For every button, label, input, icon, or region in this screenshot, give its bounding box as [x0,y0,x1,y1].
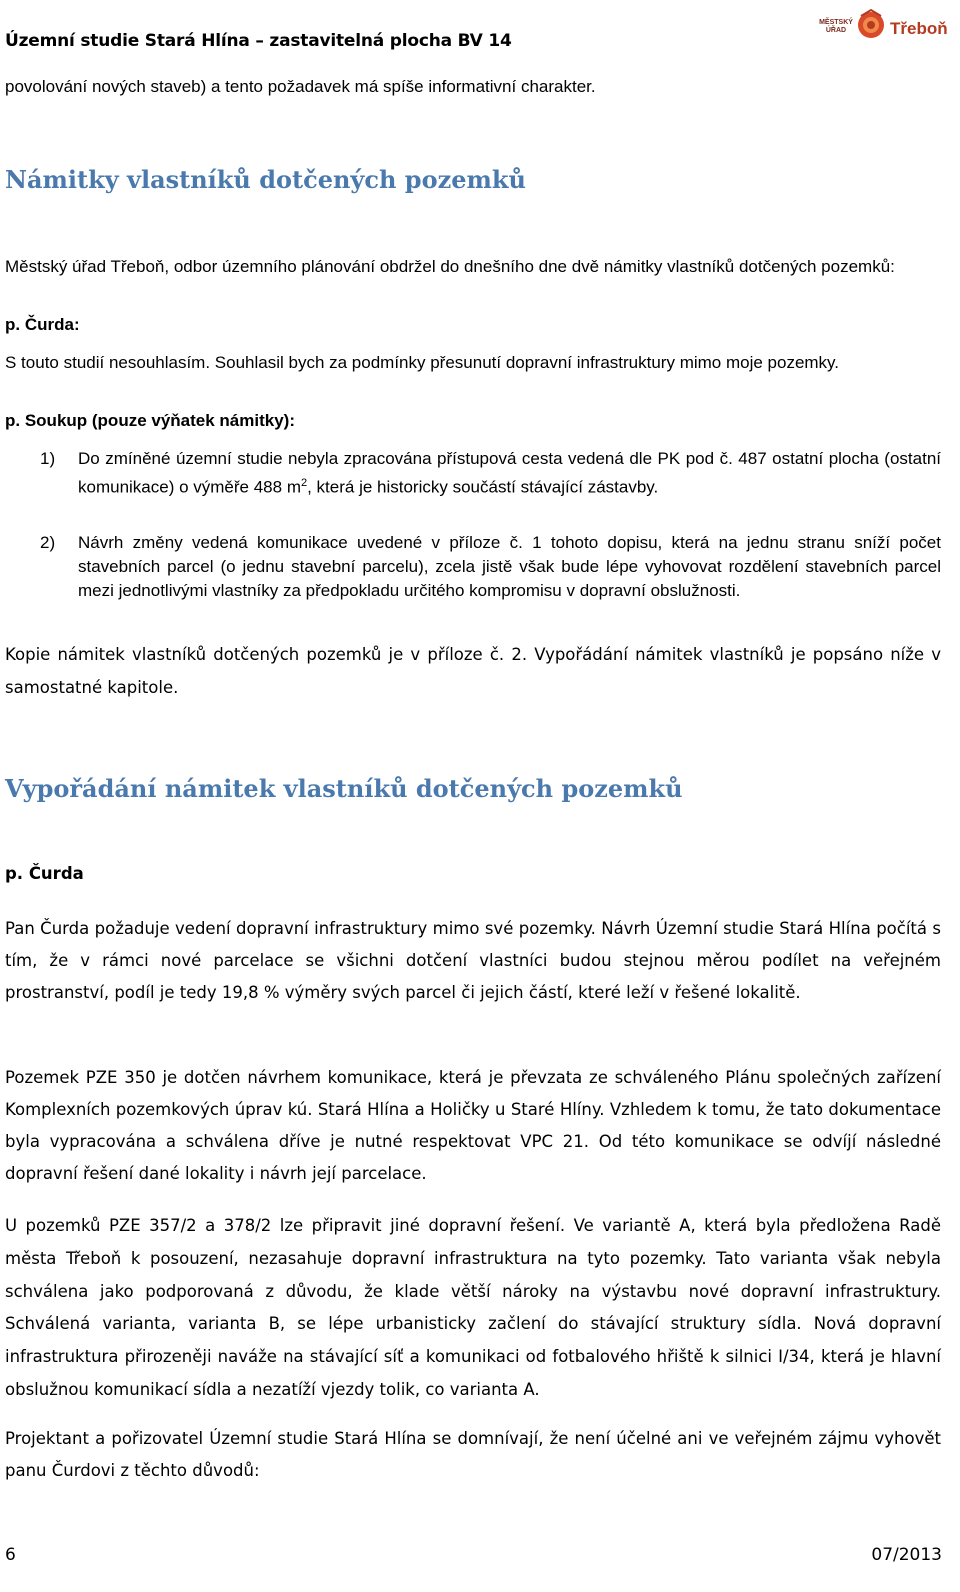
resolution-paragraph: Projektant a pořizovatel Územní studie Stará Hlína se domnívají, že není účelné ani ve veřejném zájmu vyhovět panu Čurdovi z těchto důvodů: [5,1429,941,1480]
objections-intro: Městský úřad Třeboň, odbor územního plánování obdržel do dnešního dne dvě námitky vlastníků dotčených pozemků: [5,257,895,276]
resolution-owner-curda: p. Čurda [5,864,84,883]
objection-item [40,531,941,603]
objections-copy-note: Kopie námitek vlastníků dotčených pozemků je v příloze č. 2. Vypořádání námitek vlastníků je popsáno níže v samostatné kapitole. [5,645,941,697]
objection-item-superscript: 2 [300,477,308,489]
page-number: 6 [5,1545,16,1565]
objection-item [40,447,941,500]
document-date: 07/2013 [871,1545,942,1565]
logo-town-name: Třeboň [890,19,948,38]
trebon-emblem-icon [855,8,887,42]
section-heading-resolution: Vypořádání námitek vlastníků dotčených pozemků [5,774,683,803]
section-heading-objections: Námitky vlastníků dotčených pozemků [5,165,526,194]
owner-soukup-label: p. Soukup (pouze výňatek námitky): [5,411,295,430]
objection-item-number: 2) [40,533,56,552]
logo-small-text: MĚSTSKÝ ÚŘAD [819,19,853,34]
resolution-paragraph: U pozemků PZE 357/2 a 378/2 lze připravit jiné dopravní řešení. Ve variantě A, která byla předložena Radě města Třeboň k posouzení, nezasahuje dopravní infrastruktura na tyto pozemky. Tato varianta však nebyla schválena jako podporovaná z důvodu, že klade větší nároky na výstavbu nové dopravní infrastruktury. Schválená varianta, varianta B, se lépe urbanisticky začlení do stávající struktury sídla. Nová dopravní infrastruktura přirozeněji naváže na stávající síť a komunikaci od fotbalového hřiště k silnici I/34, která je hlavní obslužnou komunikací sídla a nezatíží vjezdy tolik, co varianta A. [5,1216,941,1399]
document-header-title: Územní studie Stará Hlína – zastavitelná plocha BV 14 [5,31,512,51]
objection-item-text: Do zmíněné územní studie nebyla zpracována přístupová cesta vedená dle PK pod č. 487 ostatní plocha (ostatní komunikace) o výměře 488 m [78,449,941,497]
resolution-paragraph: Pozemek PZE 350 je dotčen návrhem komunikace, která je převzata ze schváleného Plánu společných zařízení Komplexních pozemkových úprav kú. Stará Hlína a Holičky u Staré Hlíny. Vzhledem k tomu, že tato dokumentace byla vypracována a schválena dříve je nutné respektovat VPC 21. Od této komunikace se odvíjí následné dopravní řešení dané lokality i návrh její parcelace. [5,1068,941,1183]
owner-curda-objection: S touto studií nesouhlasím. Souhlasil bych za podmínky přesunutí dopravní infrastruktury mimo moje pozemky. [5,353,840,372]
objection-item-text-end: , která je historicky součástí stávající zástavby. [307,477,659,497]
objection-item-text: Návrh změny vedená komunikace uvedené v příloze č. 1 tohoto dopisu, která na jednu stranu sníží počet stavebních parcel (o jednu stavební parcelu), zcela jistě však bude lépe vyhovovat rozdělení stavebních parcel mezi jednotlivými vlastníky za předpokladu určitého kompromisu v dopravní obslužnosti. [78,533,941,600]
intro-text: povolování nových staveb) a tento požadavek má spíše informativní charakter. [5,77,596,96]
trebon-logo [818,8,948,44]
resolution-paragraph: Pan Čurda požaduje vedení dopravní infrastruktury mimo své pozemky. Návrh Územní studie Stará Hlína počítá s tím, že v rámci nové parcelace se všichni dotčení vlastníci budou stejnou měrou podílet na veřejném prostranství, podíl je tedy 19,8 % výměry svých parcel či jejich částí, které leží v řešené lokalitě. [5,919,941,1002]
objection-item-number: 1) [40,449,56,468]
owner-curda-label: p. Čurda: [5,315,80,334]
